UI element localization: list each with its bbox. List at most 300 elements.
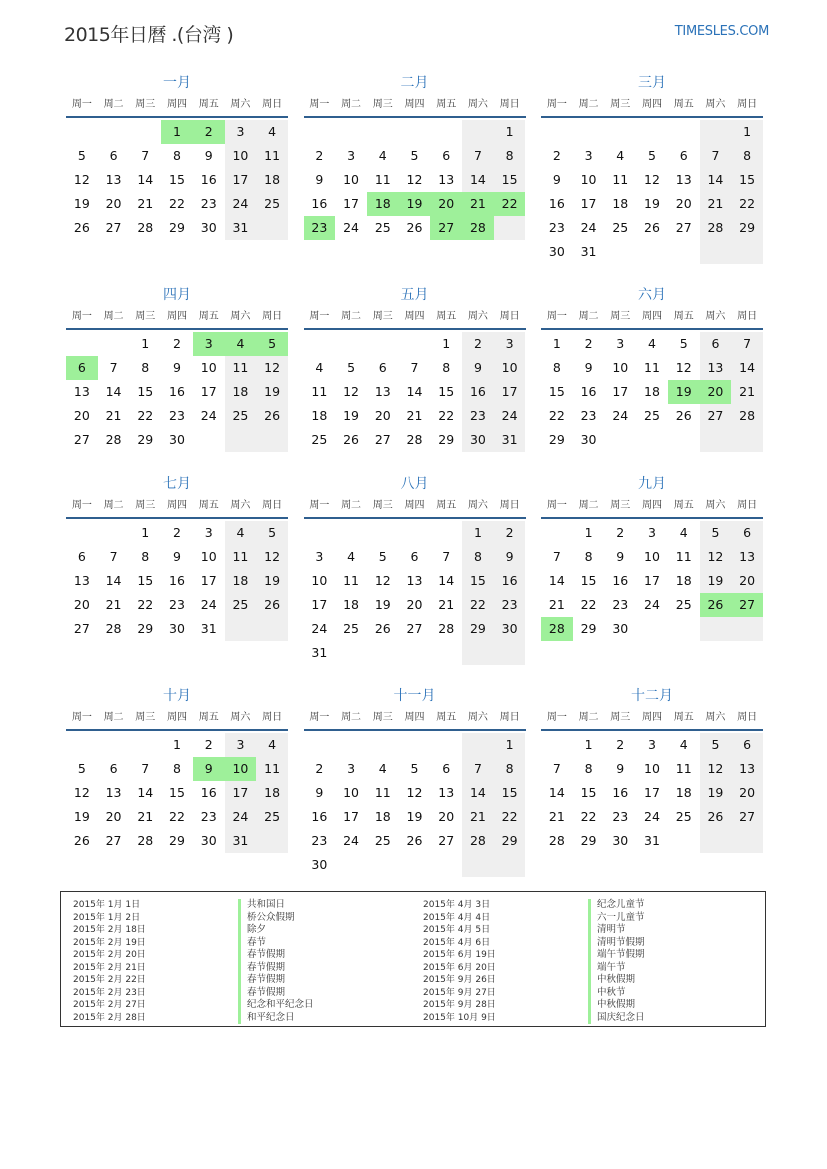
day-cell[interactable]: 7 [442,549,451,564]
day-cell[interactable]: 24 [343,220,360,235]
day-cell[interactable]: 13 [731,545,763,569]
day-cell[interactable]: 12 [374,573,391,588]
day-cell[interactable]: 19 [644,196,660,211]
day-cell[interactable]: 5 [410,148,419,163]
day-cell[interactable]: 9 [584,360,593,375]
day-cell[interactable]: 25 [675,809,692,824]
day-cell[interactable]: 17 [644,785,660,800]
day-cell[interactable]: 31 [225,216,257,240]
day-cell[interactable]: 2 [616,737,625,752]
holiday-day-cell[interactable]: 26 [700,593,732,617]
day-cell[interactable]: 12 [406,172,423,187]
day-cell[interactable]: 2 [173,525,181,540]
holiday-day-cell[interactable]: 20 [430,192,462,216]
holiday-day-cell[interactable]: 1 [161,120,193,144]
day-cell[interactable]: 8 [584,761,593,776]
day-cell[interactable]: 29 [137,432,154,447]
day-cell[interactable]: 8 [552,360,561,375]
day-cell[interactable]: 9 [462,356,494,380]
day-cell[interactable]: 11 [374,785,391,800]
day-cell[interactable]: 18 [374,809,391,824]
day-cell[interactable]: 31 [494,428,526,452]
day-cell[interactable]: 1 [141,525,150,540]
day-cell[interactable]: 4 [679,737,688,752]
day-cell[interactable]: 4 [347,549,356,564]
holiday-day-cell[interactable]: 23 [304,216,336,240]
day-cell[interactable]: 20 [731,569,763,593]
day-cell[interactable]: 16 [462,380,494,404]
day-cell[interactable]: 19 [700,781,732,805]
day-cell[interactable]: 3 [225,733,257,757]
day-cell[interactable]: 22 [438,408,455,423]
day-cell[interactable]: 10 [311,573,328,588]
day-cell[interactable]: 1 [442,336,451,351]
day-cell[interactable]: 13 [438,785,455,800]
day-cell[interactable]: 27 [73,432,90,447]
day-cell[interactable]: 24 [200,597,217,612]
day-cell[interactable]: 28 [731,404,763,428]
day-cell[interactable]: 24 [343,833,360,848]
day-cell[interactable]: 4 [315,360,324,375]
holiday-day-cell[interactable]: 4 [225,332,257,356]
day-cell[interactable]: 14 [700,168,732,192]
day-cell[interactable]: 4 [256,120,288,144]
day-cell[interactable]: 1 [141,336,150,351]
day-cell[interactable]: 23 [494,593,526,617]
day-cell[interactable]: 14 [731,356,763,380]
day-cell[interactable]: 27 [700,404,732,428]
day-cell[interactable]: 30 [580,432,597,447]
day-cell[interactable]: 3 [648,737,656,752]
day-cell[interactable]: 1 [584,525,593,540]
day-cell[interactable]: 18 [675,785,692,800]
day-cell[interactable]: 28 [438,621,455,636]
holiday-day-cell[interactable]: 27 [731,593,763,617]
day-cell[interactable]: 5 [700,521,732,545]
day-cell[interactable]: 31 [644,833,660,848]
day-cell[interactable]: 6 [109,148,118,163]
day-cell[interactable]: 23 [612,597,629,612]
day-cell[interactable]: 7 [462,144,494,168]
day-cell[interactable]: 5 [256,521,288,545]
day-cell[interactable]: 11 [256,144,288,168]
day-cell[interactable]: 30 [612,833,629,848]
day-cell[interactable]: 21 [406,408,423,423]
day-cell[interactable]: 24 [644,809,660,824]
day-cell[interactable]: 24 [225,192,257,216]
day-cell[interactable]: 11 [612,172,629,187]
day-cell[interactable]: 29 [438,432,455,447]
day-cell[interactable]: 22 [137,597,154,612]
day-cell[interactable]: 25 [256,192,288,216]
day-cell[interactable]: 6 [77,549,86,564]
day-cell[interactable]: 26 [343,432,360,447]
day-cell[interactable]: 16 [612,573,629,588]
day-cell[interactable]: 7 [141,761,150,776]
day-cell[interactable]: 10 [200,549,217,564]
day-cell[interactable]: 30 [169,432,185,447]
day-cell[interactable]: 27 [105,833,122,848]
holiday-day-cell[interactable]: 2 [193,120,225,144]
day-cell[interactable]: 13 [73,573,90,588]
day-cell[interactable]: 21 [548,809,565,824]
day-cell[interactable]: 16 [311,809,328,824]
day-cell[interactable]: 18 [225,569,257,593]
day-cell[interactable]: 30 [462,428,494,452]
day-cell[interactable]: 12 [256,356,288,380]
day-cell[interactable]: 3 [347,148,356,163]
day-cell[interactable]: 19 [73,196,90,211]
day-cell[interactable]: 27 [675,220,692,235]
day-cell[interactable]: 15 [580,785,597,800]
day-cell[interactable]: 30 [200,833,217,848]
day-cell[interactable]: 26 [406,220,423,235]
day-cell[interactable]: 10 [644,761,660,776]
day-cell[interactable]: 25 [311,432,328,447]
day-cell[interactable]: 22 [462,593,494,617]
day-cell[interactable]: 21 [731,380,763,404]
day-cell[interactable]: 10 [225,144,257,168]
day-cell[interactable]: 24 [225,805,257,829]
day-cell[interactable]: 2 [315,148,324,163]
day-cell[interactable]: 11 [225,356,257,380]
day-cell[interactable]: 26 [406,833,423,848]
day-cell[interactable]: 4 [225,521,257,545]
day-cell[interactable]: 27 [438,833,455,848]
day-cell[interactable]: 23 [580,408,597,423]
day-cell[interactable]: 17 [343,196,360,211]
day-cell[interactable]: 29 [462,617,494,641]
day-cell[interactable]: 30 [169,621,185,636]
day-cell[interactable]: 24 [494,404,526,428]
day-cell[interactable]: 16 [311,196,328,211]
day-cell[interactable]: 13 [406,573,423,588]
day-cell[interactable]: 14 [406,384,423,399]
day-cell[interactable]: 11 [675,549,692,564]
day-cell[interactable]: 17 [311,597,328,612]
day-cell[interactable]: 17 [200,384,217,399]
day-cell[interactable]: 28 [137,220,154,235]
day-cell[interactable]: 13 [731,757,763,781]
day-cell[interactable]: 3 [204,525,213,540]
day-cell[interactable]: 2 [204,737,213,752]
day-cell[interactable]: 24 [311,621,328,636]
day-cell[interactable]: 24 [580,220,597,235]
day-cell[interactable]: 2 [616,525,625,540]
day-cell[interactable]: 21 [700,192,732,216]
day-cell[interactable]: 30 [548,244,565,259]
day-cell[interactable]: 16 [169,384,185,399]
day-cell[interactable]: 17 [612,384,629,399]
day-cell[interactable]: 5 [77,148,86,163]
day-cell[interactable]: 5 [679,336,688,351]
holiday-day-cell[interactable]: 5 [256,332,288,356]
day-cell[interactable]: 28 [105,432,122,447]
day-cell[interactable]: 8 [141,549,150,564]
day-cell[interactable]: 8 [494,757,526,781]
day-cell[interactable]: 14 [137,172,154,187]
day-cell[interactable]: 8 [584,549,593,564]
day-cell[interactable]: 1 [462,521,494,545]
day-cell[interactable]: 12 [73,172,90,187]
day-cell[interactable]: 7 [552,549,561,564]
day-cell[interactable]: 24 [612,408,629,423]
day-cell[interactable]: 30 [200,220,217,235]
day-cell[interactable]: 2 [462,332,494,356]
day-cell[interactable]: 13 [105,785,122,800]
day-cell[interactable]: 23 [200,809,217,824]
day-cell[interactable]: 13 [105,172,122,187]
day-cell[interactable]: 17 [494,380,526,404]
day-cell[interactable]: 7 [731,332,763,356]
day-cell[interactable]: 29 [580,621,597,636]
day-cell[interactable]: 9 [616,549,625,564]
day-cell[interactable]: 25 [374,220,391,235]
day-cell[interactable]: 11 [256,757,288,781]
holiday-day-cell[interactable]: 28 [462,216,494,240]
day-cell[interactable]: 26 [73,833,90,848]
day-cell[interactable]: 12 [644,172,660,187]
day-cell[interactable]: 13 [438,172,455,187]
day-cell[interactable]: 25 [256,805,288,829]
day-cell[interactable]: 23 [169,408,185,423]
day-cell[interactable]: 18 [612,196,629,211]
holiday-day-cell[interactable]: 10 [225,757,257,781]
day-cell[interactable]: 25 [225,404,257,428]
day-cell[interactable]: 20 [73,597,90,612]
day-cell[interactable]: 15 [580,573,597,588]
day-cell[interactable]: 28 [462,829,494,853]
day-cell[interactable]: 6 [442,761,451,776]
day-cell[interactable]: 16 [494,569,526,593]
day-cell[interactable]: 21 [105,597,122,612]
day-cell[interactable]: 7 [109,549,118,564]
day-cell[interactable]: 31 [580,244,597,259]
day-cell[interactable]: 6 [442,148,451,163]
day-cell[interactable]: 19 [700,569,732,593]
day-cell[interactable]: 18 [225,380,257,404]
day-cell[interactable]: 4 [616,148,625,163]
day-cell[interactable]: 23 [462,404,494,428]
day-cell[interactable]: 29 [580,833,597,848]
day-cell[interactable]: 6 [410,549,419,564]
day-cell[interactable]: 10 [644,549,660,564]
day-cell[interactable]: 1 [731,120,763,144]
day-cell[interactable]: 25 [675,597,692,612]
day-cell[interactable]: 14 [462,781,494,805]
day-cell[interactable]: 9 [494,545,526,569]
day-cell[interactable]: 10 [343,785,360,800]
day-cell[interactable]: 31 [311,645,328,660]
day-cell[interactable]: 19 [374,597,391,612]
holiday-day-cell[interactable]: 21 [462,192,494,216]
day-cell[interactable]: 11 [675,761,692,776]
day-cell[interactable]: 12 [675,360,692,375]
day-cell[interactable]: 2 [173,336,181,351]
site-name[interactable]: TIMESLES.COM [674,24,769,39]
day-cell[interactable]: 9 [173,360,181,375]
day-cell[interactable]: 8 [141,360,150,375]
day-cell[interactable]: 13 [374,384,391,399]
day-cell[interactable]: 29 [169,833,185,848]
day-cell[interactable]: 3 [315,549,324,564]
day-cell[interactable]: 27 [105,220,122,235]
day-cell[interactable]: 29 [169,220,185,235]
day-cell[interactable]: 28 [406,432,423,447]
day-cell[interactable]: 3 [347,761,356,776]
day-cell[interactable]: 28 [105,621,122,636]
day-cell[interactable]: 2 [315,761,324,776]
day-cell[interactable]: 6 [700,332,732,356]
holiday-day-cell[interactable]: 28 [541,617,573,641]
day-cell[interactable]: 6 [109,761,118,776]
day-cell[interactable]: 2 [584,336,593,351]
day-cell[interactable]: 1 [494,733,526,757]
day-cell[interactable]: 22 [169,809,185,824]
day-cell[interactable]: 20 [675,196,692,211]
day-cell[interactable]: 8 [173,761,181,776]
holiday-day-cell[interactable]: 27 [430,216,462,240]
day-cell[interactable]: 20 [731,781,763,805]
day-cell[interactable]: 12 [73,785,90,800]
day-cell[interactable]: 4 [679,525,688,540]
day-cell[interactable]: 1 [584,737,593,752]
day-cell[interactable]: 26 [256,593,288,617]
day-cell[interactable]: 15 [548,384,565,399]
day-cell[interactable]: 23 [169,597,185,612]
day-cell[interactable]: 17 [225,781,257,805]
day-cell[interactable]: 24 [200,408,217,423]
day-cell[interactable]: 1 [494,120,526,144]
day-cell[interactable]: 29 [548,432,565,447]
day-cell[interactable]: 4 [378,148,387,163]
day-cell[interactable]: 8 [731,144,763,168]
day-cell[interactable]: 20 [105,809,122,824]
day-cell[interactable]: 14 [137,785,154,800]
day-cell[interactable]: 7 [462,757,494,781]
day-cell[interactable]: 16 [200,785,217,800]
day-cell[interactable]: 18 [311,408,328,423]
day-cell[interactable]: 8 [494,144,526,168]
day-cell[interactable]: 17 [644,573,660,588]
day-cell[interactable]: 14 [438,573,455,588]
day-cell[interactable]: 16 [200,172,217,187]
day-cell[interactable]: 19 [256,380,288,404]
day-cell[interactable]: 3 [616,336,625,351]
holiday-day-cell[interactable]: 3 [193,332,225,356]
day-cell[interactable]: 23 [612,809,629,824]
day-cell[interactable]: 30 [494,617,526,641]
day-cell[interactable]: 25 [374,833,391,848]
day-cell[interactable]: 22 [580,809,597,824]
day-cell[interactable]: 9 [204,148,213,163]
day-cell[interactable]: 8 [173,148,181,163]
day-cell[interactable]: 10 [612,360,629,375]
day-cell[interactable]: 20 [406,597,423,612]
holiday-day-cell[interactable]: 18 [367,192,399,216]
day-cell[interactable]: 10 [200,360,217,375]
day-cell[interactable]: 3 [584,148,593,163]
day-cell[interactable]: 9 [616,761,625,776]
day-cell[interactable]: 20 [374,408,391,423]
day-cell[interactable]: 20 [73,408,90,423]
day-cell[interactable]: 12 [700,545,732,569]
day-cell[interactable]: 10 [494,356,526,380]
day-cell[interactable]: 15 [137,384,154,399]
day-cell[interactable]: 16 [169,573,185,588]
day-cell[interactable]: 21 [137,196,154,211]
day-cell[interactable]: 26 [644,220,660,235]
day-cell[interactable]: 6 [378,360,387,375]
day-cell[interactable]: 27 [406,621,423,636]
day-cell[interactable]: 2 [494,521,526,545]
day-cell[interactable]: 5 [700,733,732,757]
day-cell[interactable]: 11 [311,384,328,399]
day-cell[interactable]: 30 [311,857,328,872]
day-cell[interactable]: 4 [648,336,656,351]
holiday-day-cell[interactable]: 22 [494,192,526,216]
day-cell[interactable]: 5 [648,148,656,163]
day-cell[interactable]: 15 [438,384,455,399]
day-cell[interactable]: 10 [580,172,597,187]
day-cell[interactable]: 28 [137,833,154,848]
day-cell[interactable]: 5 [347,360,356,375]
day-cell[interactable]: 18 [675,573,692,588]
day-cell[interactable]: 17 [200,573,217,588]
day-cell[interactable]: 26 [374,621,391,636]
day-cell[interactable]: 4 [378,761,387,776]
day-cell[interactable]: 20 [438,809,455,824]
day-cell[interactable]: 15 [169,785,185,800]
day-cell[interactable]: 14 [105,573,122,588]
day-cell[interactable]: 22 [169,196,185,211]
day-cell[interactable]: 25 [644,408,660,423]
day-cell[interactable]: 14 [462,168,494,192]
day-cell[interactable]: 12 [343,384,360,399]
day-cell[interactable]: 15 [494,781,526,805]
holiday-day-cell[interactable]: 20 [700,380,732,404]
day-cell[interactable]: 11 [644,360,660,375]
day-cell[interactable]: 18 [256,781,288,805]
day-cell[interactable]: 16 [580,384,597,399]
day-cell[interactable]: 13 [675,172,692,187]
day-cell[interactable]: 26 [700,805,732,829]
day-cell[interactable]: 6 [731,733,763,757]
day-cell[interactable]: 9 [315,785,324,800]
day-cell[interactable]: 26 [256,404,288,428]
day-cell[interactable]: 11 [343,573,360,588]
day-cell[interactable]: 21 [462,805,494,829]
day-cell[interactable]: 3 [225,120,257,144]
day-cell[interactable]: 19 [406,809,423,824]
day-cell[interactable]: 22 [548,408,565,423]
day-cell[interactable]: 15 [494,168,526,192]
day-cell[interactable]: 27 [731,805,763,829]
day-cell[interactable]: 5 [410,761,419,776]
day-cell[interactable]: 22 [580,597,597,612]
day-cell[interactable]: 14 [548,785,565,800]
day-cell[interactable]: 4 [256,733,288,757]
holiday-day-cell[interactable]: 6 [66,356,98,380]
day-cell[interactable]: 21 [548,597,565,612]
day-cell[interactable]: 25 [612,220,629,235]
day-cell[interactable]: 13 [73,384,90,399]
day-cell[interactable]: 27 [73,621,90,636]
day-cell[interactable]: 1 [173,737,181,752]
day-cell[interactable]: 23 [200,196,217,211]
day-cell[interactable]: 7 [552,761,561,776]
day-cell[interactable]: 29 [494,829,526,853]
